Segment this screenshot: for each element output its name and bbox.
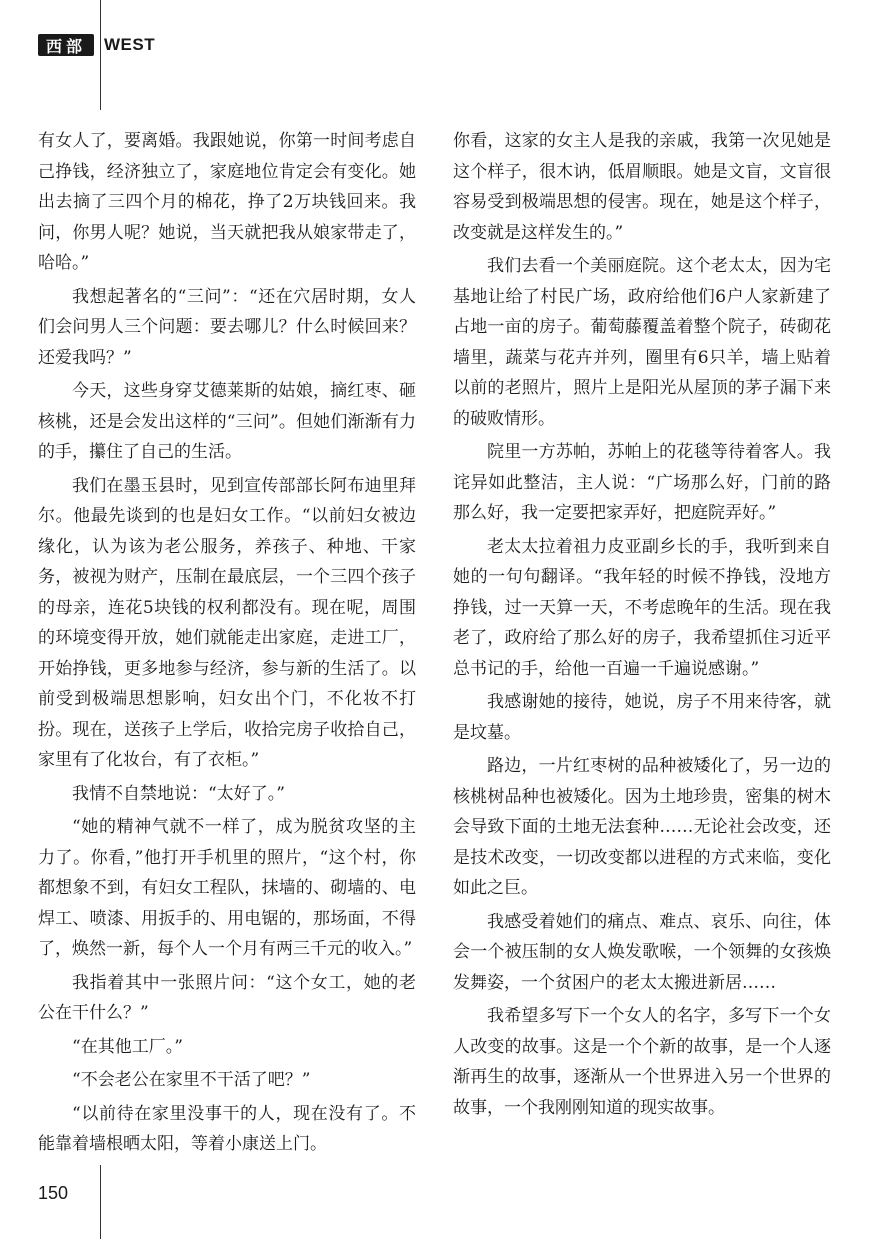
paragraph: “不会老公在家里不干活了吧？” — [72, 1070, 311, 1090]
paragraph: 我们在墨玉县时，见到宣传部部长阿布迪里拜尔。他最先谈到的也是妇女工作。“以前妇女被边缘化，认为该为老公服务，养孩子、种地、干家务，被视为财产，压制在最底层，一个三四个孩子的母亲，连花5块钱的权利都没有。现在呢，周围的环境变得开放，她们就能走出家庭，走进工厂，开始挣钱，更多地参与经济，参与新的生活了。以前受到极端思想影响，妇女出个门，不化妆不打扮。现在，送孩子上学后，收拾完房子收拾自己，家里有了化妆台，有了衣柜。” — [38, 475, 416, 770]
paragraph: 我感谢她的接待，她说，房子不用来待客，就是坟墓。 — [453, 692, 831, 743]
paragraph: 院里一方苏帕，苏帕上的花毯等待着客人。我诧异如此整洁，主人说：“广场那么好，门前的路那么好，我一定要把家弄好，把庭院弄好。” — [453, 442, 831, 523]
page-number: 150 — [38, 1183, 69, 1203]
paragraph: 我指着其中一张照片问：“这个女工，她的老公在干什么？” — [38, 972, 416, 1023]
magazine-name: WEST — [104, 35, 156, 54]
paragraph: 我希望多写下一个女人的名字，多写下一个女人改变的故事。这是一个个新的故事，是一个人逐渐再生的故事，逐渐从一个世界进入另一个世界的故事，一个我刚刚知道的现实故事。 — [453, 1006, 831, 1118]
paragraph: 今天，这些身穿艾德莱斯的姑娘，摘红枣、砸核桃，还是会发出这样的“三问”。但她们渐渐有力的手，攥住了自己的生活。 — [38, 381, 416, 462]
paragraph: “以前待在家里没事干的人，现在没有了。不能靠着墙根晒太阳，等着小康送上门。 — [38, 1103, 416, 1154]
left-text-column — [38, 126, 416, 1160]
footer-divider-line — [100, 1165, 101, 1239]
paragraph: 路边，一片红枣树的品种被矮化了，另一边的核桃树品种也被矮化。因为土地珍贵，密集的树木会导致下面的土地无法套种……无论社会改变，还是技术改变，一切改变都以进程的方式来临，变化如此之巨。 — [453, 756, 831, 898]
paragraph: 我感受着她们的痛点、难点、哀乐、向往，体会一个被压制的女人焕发歌喉，一个领舞的女孩焕发舞姿，一个贫困户的老太太搬进新居…… — [453, 911, 831, 993]
paragraph: 我们去看一个美丽庭院。这个老太太，因为宅基地让给了村民广场，政府给他们6户人家新建了占地一亩的房子。葡萄藤覆盖着整个院子，砖砌花墙里，蔬菜与花卉并列，圈里有6只羊，墙上贴着以前的老照片，照片上是阳光从屋顶的茅子漏下来的破败情形。 — [453, 256, 831, 429]
right-text-column — [453, 126, 831, 1123]
paragraph: 我情不自禁地说：“太好了。” — [72, 783, 285, 804]
paragraph: 你看，这家的女主人是我的亲戚，我第一次见她是这个样子，很木讷，低眉顺眼。她是文盲，文盲很容易受到极端思想的侵害。现在，她是这个样子，改变就是这样发生的。” — [453, 131, 831, 243]
paragraph: “在其他工厂。” — [72, 1036, 183, 1057]
paragraph: “她的精神气就不一样了，成为脱贫攻坚的主力了。你看，”他打开手机里的照片，“这个村，你都想象不到，有妇女工程队，抹墙的、砌墙的、电焊工、喷漆、用扳手的、用电锯的，那场面，不得了，焕然一新，每个人一个月有两三千元的收入。” — [38, 817, 416, 959]
magazine-logo: 西部 — [38, 34, 94, 56]
paragraph: 有女人了，要离婚。我跟她说，你第一时间考虑自己挣钱，经济独立了，家庭地位肯定会有变化。她出去摘了三四个月的棉花，挣了2万块钱回来。我问，你男人呢？她说，当天就把我从娘家带走了，哈哈。” — [38, 131, 416, 273]
running-header — [38, 34, 155, 56]
paragraph: 老太太拉着祖力皮亚副乡长的手，我听到来自她的一句句翻译。“我年轻的时候不挣钱，没地方挣钱，过一天算一天，不考虑晚年的生活。现在我老了，政府给了那么好的房子，我希望抓住习近平总书记的手，给他一百遍一千遍说感谢。” — [453, 536, 831, 679]
paragraph: 我想起著名的“三问”：“还在穴居时期，女人们会问男人三个问题：要去哪儿？什么时候回来？还爱我吗？” — [38, 286, 416, 368]
